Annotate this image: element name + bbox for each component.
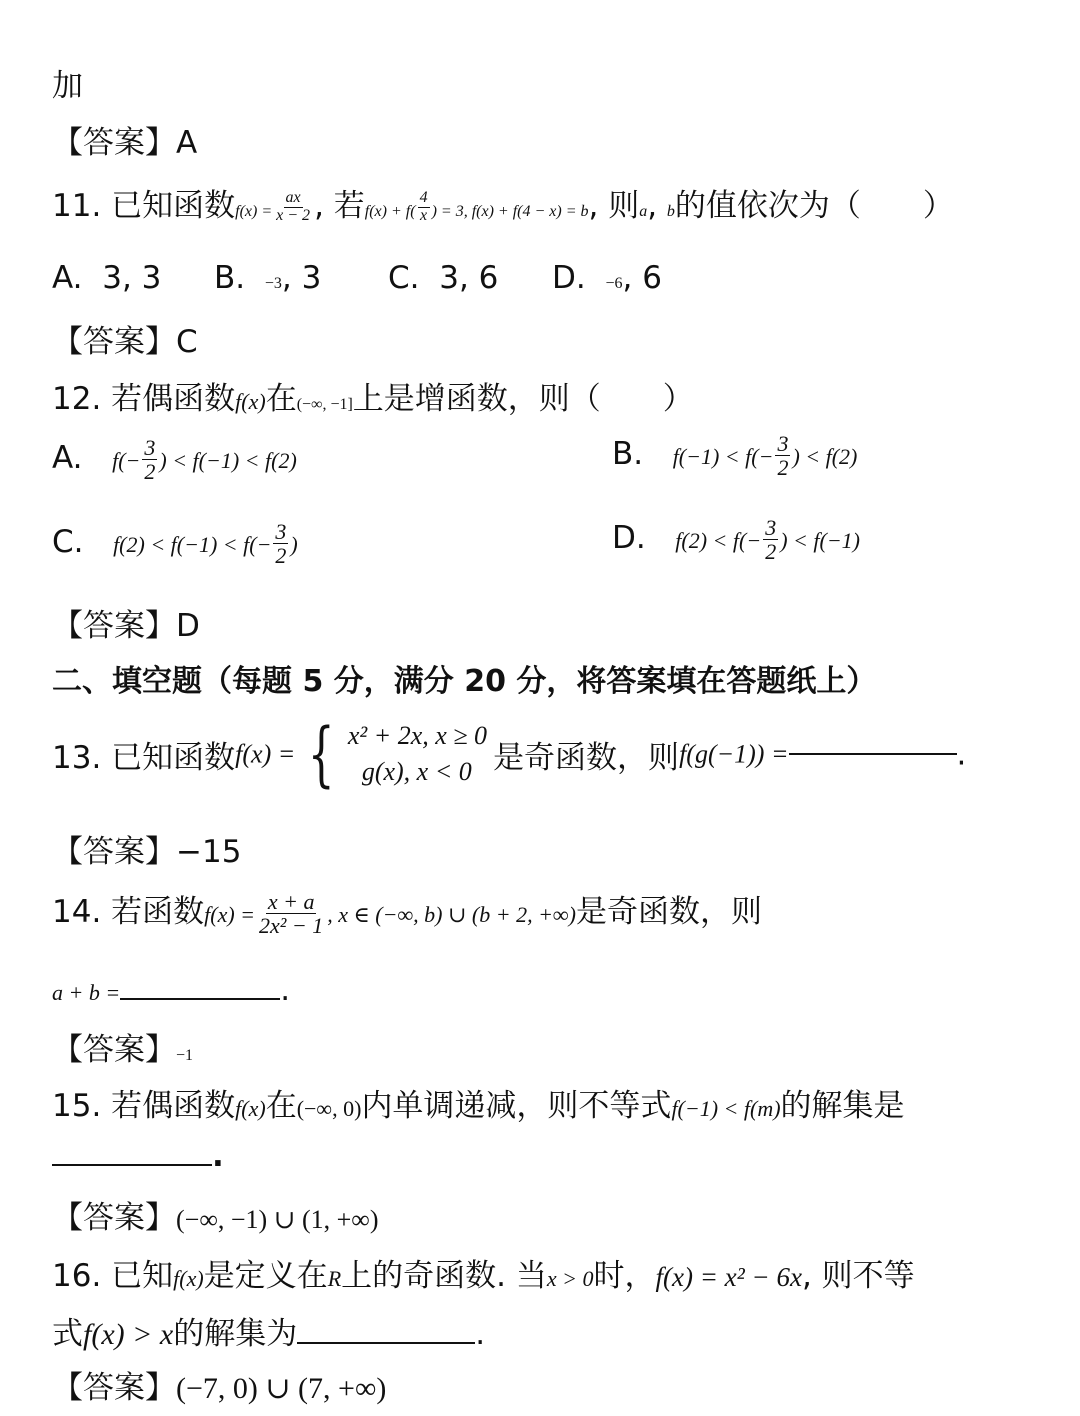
q11-tail: 的值依次为（ ） [674, 188, 954, 224]
answer-16-value: (−7, 0) ∪ (7, +∞) [176, 1372, 387, 1405]
answer-14-label: 【答案】 [52, 1032, 176, 1068]
q16-mid1: 是定义在 [203, 1258, 328, 1294]
q12-opt-d-den: 2 [765, 539, 777, 565]
q16-R: R [327, 1266, 342, 1291]
q12-opt-a-post: ) < f(−1) < f(2) [159, 448, 297, 474]
q11-opt-d-rest: , 6 [622, 260, 662, 296]
q12-fx: f(x) [235, 389, 266, 414]
q16-answer-blank [297, 1342, 475, 1344]
question-11 [52, 180, 954, 225]
q12-opt-b-fraction [775, 432, 790, 479]
q12-opt-a-fraction [142, 436, 157, 483]
q12-opt-d-label: D. [612, 520, 646, 557]
q11-prefix: 11. 已知函数 [52, 188, 236, 224]
q12-opt-a-den: 2 [144, 459, 156, 485]
q11-opt-c-label: C. [388, 260, 420, 296]
q11-opt-b-rest: , 3 [281, 260, 322, 296]
q16-line2-pre: 式 [52, 1316, 83, 1352]
q16-prefix: 16. 已知 [52, 1258, 174, 1294]
q12-interval: (−∞, −1] [296, 396, 353, 413]
q14-end: . [280, 972, 291, 1008]
q12-opt-b-den: 2 [777, 455, 789, 481]
q13-prefix: 13. 已知函数 [52, 739, 236, 776]
q12-option-a [52, 436, 297, 483]
q13-brace-icon: { [308, 713, 335, 796]
q14-tail: 是奇函数，则 [575, 894, 762, 930]
q11-var-b: b [666, 203, 675, 220]
q12-option-b [612, 432, 857, 479]
question-12 [52, 373, 694, 418]
q12-opt-c-pre: f(2) < f(−1) < f(− [113, 532, 272, 558]
q14-line2: a + b = [52, 980, 121, 1005]
question-15 [52, 1080, 905, 1125]
q11-option-b [214, 260, 321, 296]
q11-frac-num: ax [285, 189, 301, 207]
q16-line2-mid: 的解集为 [173, 1316, 298, 1352]
section-2-heading: 二、填空题（每题 5 分，满分 20 分，将答案填在答题纸上） [52, 664, 877, 699]
answer-11: 【答案】C [52, 324, 198, 360]
q13-piecewise [295, 713, 488, 796]
q15-end: . [212, 1138, 224, 1174]
q11-f-lhs: f(x) = [235, 203, 273, 220]
q15-ineq: f(−1) < f(m) [671, 1096, 781, 1121]
q12-opt-c-label: C. [52, 524, 84, 561]
answer-13: 【答案】−15 [52, 834, 242, 870]
q12-zai: 在 [265, 381, 297, 417]
q11-opt-b-math: −3 [264, 275, 282, 292]
question-14-line-2 [52, 972, 290, 1008]
answer-15-label: 【答案】 [52, 1200, 176, 1236]
q11-ruo: , 若 [314, 188, 365, 224]
q13-expr: f(g(−1)) = [679, 739, 789, 769]
answer-14 [52, 1024, 193, 1069]
q11-frac-den: x − 2 [276, 207, 311, 224]
answer-15 [52, 1192, 378, 1237]
q11-opt-d-math: −6 [605, 275, 623, 292]
q12-opt-d-post: ) < f(−1) [780, 528, 860, 554]
q12-opt-a-num: 3 [144, 435, 156, 460]
q11-cond1-fraction [418, 190, 430, 225]
answer-14-value: −1 [176, 1047, 194, 1064]
q13-f-lhs: f(x) = [235, 739, 296, 769]
q15-answer-blank [52, 1164, 212, 1166]
q11-opt-d-label: D. [552, 260, 586, 296]
text-fragment-top: 加 [52, 68, 83, 104]
q15-interval: (−∞, 0) [296, 1096, 362, 1121]
q13-case-1: x² + 2x, x ≥ 0 [347, 721, 488, 750]
q13-cases [348, 718, 487, 791]
q11-option-d [552, 260, 662, 296]
q11-then: , 则 [588, 188, 640, 224]
q12-tail: 上是增函数，则（ ） [352, 381, 694, 417]
question-16-line-2 [52, 1308, 485, 1353]
q12-opt-a-label: A. [52, 440, 83, 477]
q16-ineq: f(x) > x [83, 1318, 174, 1351]
q13-mid: 是奇函数，则 [493, 739, 680, 776]
q16-cond: x > 0 [546, 1266, 594, 1291]
q11-comma: , [647, 188, 667, 224]
q16-mid2: 上的奇函数. 当 [341, 1258, 547, 1294]
q11-opt-b-label: B. [214, 260, 246, 296]
q15-zai: 在 [265, 1088, 297, 1124]
q14-f-lhs: f(x) = [204, 902, 256, 927]
q14-den: 2x² − 1 [259, 913, 324, 938]
q13-case-2: g(x), x < 0 [361, 757, 472, 787]
q12-option-d [612, 516, 860, 563]
q12-prefix: 12. 若偶函数 [52, 381, 236, 417]
q12-opt-b-label: B. [612, 436, 644, 473]
q11-cond1-a: f(x) + f( [364, 203, 416, 220]
question-13 [52, 713, 967, 796]
q16-eq: f(x) = x² − 6x [655, 1262, 802, 1292]
q13-answer-blank [789, 753, 957, 755]
q11-cond1-num: 4 [419, 189, 428, 207]
q11-opt-a-value: 3, 3 [102, 260, 162, 296]
q14-num: x + a [267, 888, 315, 914]
answer-12: 【答案】D [52, 608, 200, 644]
q15-tail: 的解集是 [780, 1088, 905, 1124]
q14-answer-blank [120, 998, 280, 1000]
q12-opt-b-num: 3 [777, 431, 789, 456]
q12-opt-b-post: ) < f(2) [792, 444, 858, 470]
q15-prefix: 15. 若偶函数 [52, 1088, 236, 1124]
q12-opt-d-fraction [763, 516, 778, 563]
answer-15-value: (−∞, −1) ∪ (1, +∞) [176, 1205, 379, 1234]
q12-opt-d-pre: f(2) < f(− [675, 528, 762, 554]
q11-cond1-den: x [420, 207, 428, 224]
q12-option-c [52, 520, 298, 567]
q12-opt-d-num: 3 [765, 515, 777, 540]
question-15-line-2 [52, 1138, 224, 1174]
q16-fx: f(x) [173, 1266, 204, 1291]
q11-cond1-b: ) = 3 [431, 203, 464, 220]
q11-opt-c-value: 3, 6 [439, 260, 499, 296]
q16-mid4: , 则不等 [801, 1258, 915, 1294]
answer-16-label: 【答案】 [52, 1370, 176, 1406]
q11-var-a: a [639, 203, 648, 220]
q16-mid3: 时， [593, 1258, 656, 1294]
q11-opt-a-label: A. [52, 260, 83, 296]
q11-option-c [388, 260, 498, 296]
question-14 [52, 886, 762, 937]
question-16 [52, 1250, 915, 1295]
q12-opt-c-num: 3 [275, 519, 287, 544]
answer-10: 【答案】A [52, 125, 198, 161]
q12-opt-b-pre: f(−1) < f(− [672, 444, 774, 470]
answer-16 [52, 1362, 386, 1407]
q11-cond2: , f(x) + f(4 − x) = b [463, 203, 589, 220]
q15-fx: f(x) [235, 1096, 266, 1121]
q16-end: . [475, 1316, 486, 1352]
q12-opt-c-post: ) [290, 532, 298, 558]
q11-fraction [274, 190, 312, 225]
q12-opt-c-fraction [273, 520, 288, 567]
q15-mid: 内单调递减，则不等式 [361, 1088, 672, 1124]
q14-prefix: 14. 若函数 [52, 894, 205, 930]
q12-opt-a-pre: f(− [112, 448, 141, 474]
q11-option-a [52, 260, 161, 296]
q14-domain: , x ∈ (−∞, b) ∪ (b + 2, +∞) [327, 902, 576, 927]
q13-end: . [956, 736, 967, 773]
q14-fraction [257, 890, 325, 937]
q12-opt-c-den: 2 [275, 543, 287, 569]
